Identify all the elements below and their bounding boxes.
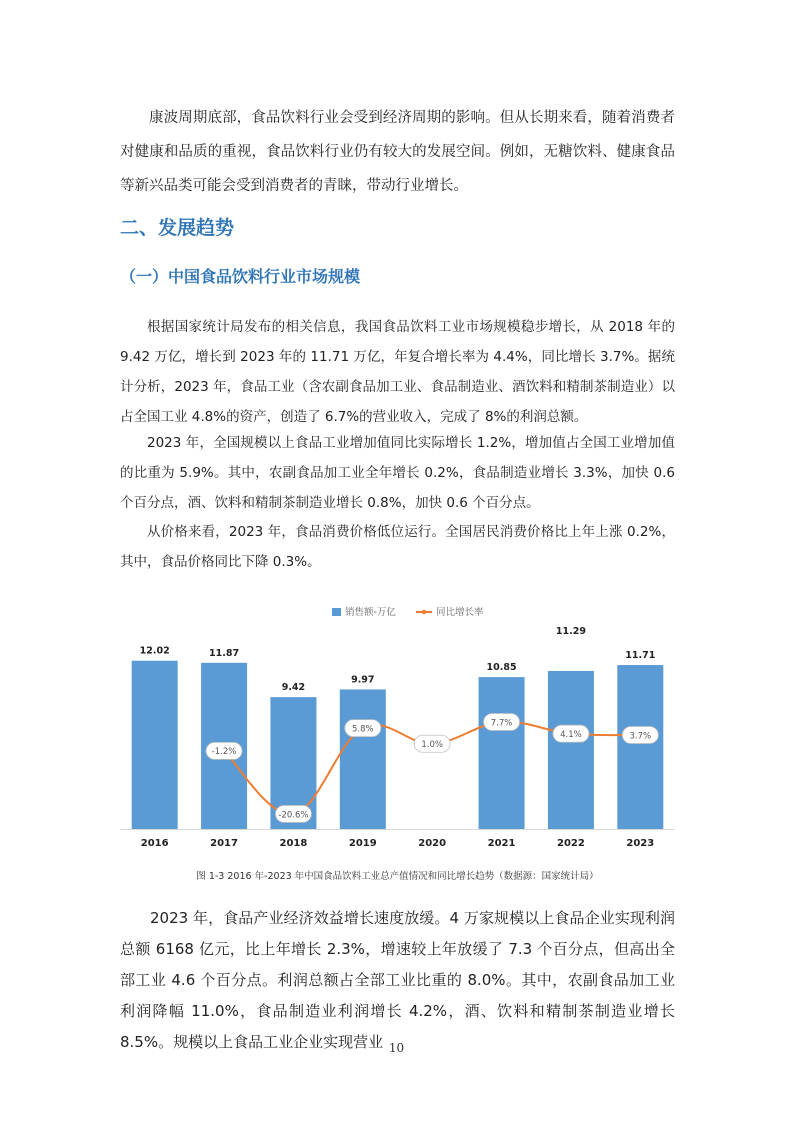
section-heading: 二、发展趋势 — [120, 217, 235, 239]
growth-label-2023: 3.7% — [629, 731, 652, 742]
chart-svg — [120, 596, 675, 861]
bar-label-2022: 11.29 — [555, 626, 586, 637]
price-paragraph: 从价格来看，2023 年，食品消费价格低位运行。全国居民消费价格比上年上涨 0.2%，其中，食品价格同比下降 0.3%。 — [120, 524, 675, 570]
bar-2023 — [617, 665, 663, 829]
x-tick-2019: 2019 — [348, 838, 377, 849]
industry-growth-paragraph: 2023 年，全国规模以上食品工业增加值同比实际增长 1.2%，增加值占全国工业增加值的比重为 5.9%。其中，农副食品加工业全年增长 0.2%，食品制造业增长 3.3%，加快 0.6 个百分点，酒、饮料和精制茶制造业增长 0.8%，加快 0.6 个百分点。 — [120, 435, 675, 511]
growth-label-2019: 5.8% — [352, 724, 374, 735]
market-size-chart — [120, 596, 675, 861]
x-tick-2016: 2016 — [140, 838, 169, 849]
intro-paragraph: 康波周期底部，食品饮料行业会受到经济周期的影响。但从长期来看，随着消费者对健康和品质的重视，食品饮料行业仍有较大的发展空间。例如，无糖饮料、健康食品等新兴品类可能会受到消费者的青睐，带动行业增长。 — [120, 110, 675, 194]
x-tick-2021: 2021 — [487, 838, 516, 849]
figure-caption: 图 1-3 2016 年-2023 年中国食品饮料工业总产值情况和同比增长趋势（数据源：国家统计局） — [196, 871, 599, 882]
growth-label-2018: -20.6% — [278, 810, 309, 821]
bar-2021 — [479, 677, 525, 829]
bar-2016 — [132, 661, 178, 829]
market-size-paragraph: 根据国家统计局发布的相关信息，我国食品饮料工业市场规模稳步增长，从 2018 年的 9.42 万亿，增长到 2023 年的 11.71 万亿，年复合增长率为 4.4%，同比增长 3.7%。据统计分析，2023 年，食品工业（含农副食品加工业、食品制造业、酒饮料和精制茶制造业）以占全国工业 4.8%的资产，创造了 6.7%的营业收入，完成了 8%的利润总额。 — [120, 319, 675, 425]
bar-label-2017: 11.87 — [209, 647, 240, 659]
bar-label-2018: 9.42 — [281, 682, 306, 694]
x-tick-2020: 2020 — [418, 838, 447, 849]
bar-label-2019: 9.97 — [351, 674, 375, 686]
bar-label-2016: 12.02 — [139, 645, 170, 657]
x-tick-2022: 2022 — [557, 838, 585, 849]
bar-label-2021: 10.85 — [486, 662, 517, 674]
x-tick-2018: 2018 — [279, 838, 308, 849]
bar-2022 — [548, 671, 594, 829]
page-number: 10 — [388, 1041, 405, 1055]
legend-label-bar: 销售额-万亿 — [345, 607, 396, 618]
growth-label-2017: -1.2% — [211, 747, 237, 758]
profit-paragraph: 2023 年，食品产业经济效益增长速度放缓。4 万家规模以上食品企业实现利润总额 6168 亿元，比上年增长 2.3%，增速较上年放缓了 7.3 个百分点，但高出全部工业 4.6 个百分点。利润总额占全部工业比重的 8.0%。其中，农副食品加工业利润降幅 11.0%，食品制造业利润增长 4.2%，酒、饮料和精制茶制造业增长 8.5%。规模以上食品工业企业实现营业 — [120, 909, 675, 1051]
legend-swatch-line-dot — [422, 610, 426, 614]
growth-label-2022: 4.1% — [560, 729, 582, 740]
x-tick-2017: 2017 — [210, 838, 238, 849]
growth-label-2020: 1.0% — [421, 740, 443, 751]
growth-label-2021: 7.7% — [490, 718, 513, 729]
subsection-heading: （一）中国食品饮料行业市场规模 — [120, 267, 361, 286]
bar-2019 — [340, 689, 386, 829]
x-tick-2023: 2023 — [626, 838, 655, 849]
legend-swatch-bar — [332, 608, 341, 616]
bar-label-2023: 11.71 — [625, 650, 656, 662]
legend-label-line: 同比增长率 — [436, 607, 484, 618]
